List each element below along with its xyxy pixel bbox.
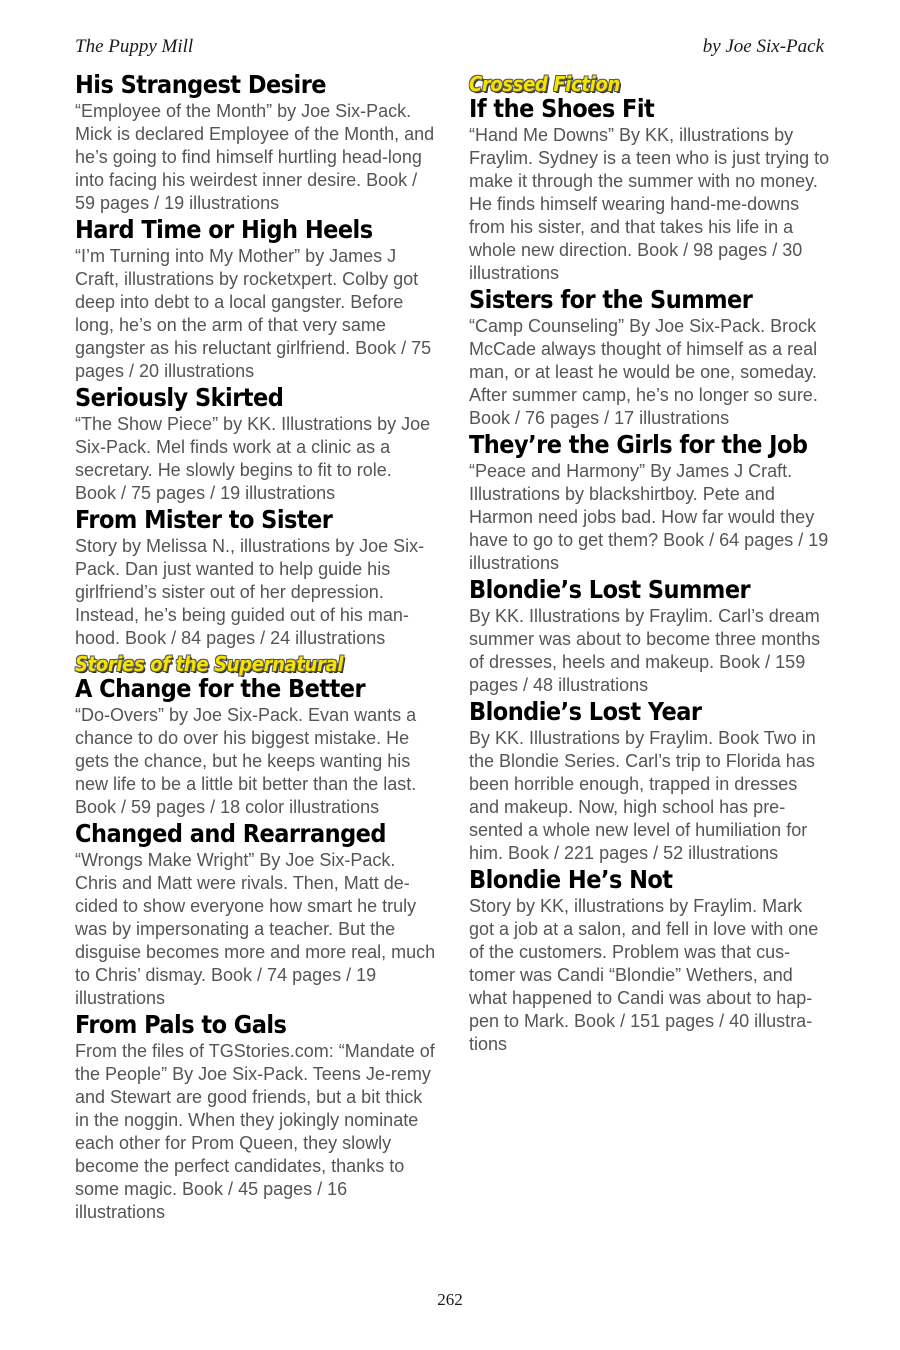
book-description: “Employee of the Month” by Joe Six-Pack. Mick is declared Employee of the Month, and he’s going to find himself hurtling head-long into facing his weirdest inner desire. Book / 59 pages / 19 illustrations bbox=[75, 101, 435, 213]
book-entry bbox=[75, 383, 437, 505]
book-entry bbox=[469, 430, 831, 575]
book-title: Blondie He’s Not bbox=[469, 865, 673, 894]
running-header-title: The Puppy Mill bbox=[75, 36, 194, 57]
book-description: By KK. Illustrations by Fraylim. Carl’s dream summer was about to become three months of dresses, heels and makeup. Book / 159 pages / 48 illustrations bbox=[469, 606, 821, 695]
book-entry bbox=[469, 575, 831, 697]
book-description: By KK. Illustrations by Fraylim. Book Two in the Blondie Series. Carl’s trip to Florida has been horrible enough, trapped in dresses and makeup. Now, high school has pre-sented a whole new level of humiliation for him. Book / 221 pages / 52 illustrations bbox=[469, 728, 816, 863]
book-entry bbox=[75, 819, 437, 1010]
book-entry bbox=[469, 285, 831, 430]
section-label: Crossed Fiction bbox=[469, 72, 620, 96]
book-description: Story by KK, illustrations by Fraylim. Mark got a job at a salon, and fell in love with one of the customers. Problem was that cus-tomer was Candi “Blondie” Wethers, and what happened to Candi was about to hap-pen to Mark. Book / 151 pages / 40 illustra-tions bbox=[469, 896, 819, 1054]
book-entry bbox=[75, 1010, 437, 1224]
book-entry bbox=[75, 70, 437, 215]
left-column bbox=[75, 70, 437, 1224]
book-entry bbox=[469, 865, 831, 1056]
book-title: From Mister to Sister bbox=[75, 505, 333, 534]
book-title: They’re the Girls for the Job bbox=[469, 430, 808, 459]
book-entry bbox=[469, 697, 831, 865]
running-header-author: by Joe Six-Pack bbox=[702, 36, 824, 57]
book-title: Sisters for the Summer bbox=[469, 285, 753, 314]
book-description: From the files of TGStories.com: “Mandate of the People” By Joe Six-Pack. Teens Je-remy and Stewart are good friends, but a bit thick in the noggin. When they jokingly nominate each other for Prom Queen, they slowly become the perfect candidates, thanks to some magic. Book / 45 pages / 16 illustrations bbox=[75, 1041, 435, 1222]
book-title: From Pals to Gals bbox=[75, 1010, 287, 1039]
book-description: “The Show Piece” by KK. Illustrations by Joe Six-Pack. Mel finds work at a clinic as a secretary. He slowly begins to fit to role. Book / 75 pages / 19 illustrations bbox=[75, 414, 431, 503]
section-label: Stories of the Supernatural bbox=[75, 652, 344, 676]
book-title: His Strangest Desire bbox=[75, 70, 326, 99]
book-description: “Camp Counseling” By Joe Six-Pack. Brock McCade always thought of himself as a real man, or at least he would be one, someday. After summer camp, he’s no longer so sure. Book / 76 pages / 17 illustrations bbox=[469, 316, 818, 428]
book-title: Hard Time or High Heels bbox=[75, 215, 373, 244]
book-entry bbox=[75, 505, 437, 650]
page-number: 262 bbox=[437, 1290, 463, 1309]
book-description: Story by Melissa N., illustrations by Joe Six-Pack. Dan just wanted to help guide his girlfriend’s sister out of her depression. Instead, he’s being guided out of his man-hood. Book / 84 pages / 24 illustrations bbox=[75, 536, 425, 648]
book-description: “I’m Turning into My Mother” by James J Craft, illustrations by rocketxpert. Colby got deep into debt to a local gangster. Before long, he’s on the arm of that very same gangster as his reluctant girlfriend. Book / 75 pages / 20 illustrations bbox=[75, 246, 432, 381]
book-description: “Wrongs Make Wright” By Joe Six-Pack. Chris and Matt were rivals. Then, Matt de-cided to show everyone how smart he truly was by impersonating a teacher. But the disguise becomes more and more real, much to Chris’ dismay. Book / 74 pages / 19 illustrations bbox=[75, 850, 436, 1008]
book-entry bbox=[469, 94, 831, 285]
book-title: Seriously Skirted bbox=[75, 383, 284, 412]
book-title: Blondie’s Lost Summer bbox=[469, 575, 751, 604]
book-description: “Peace and Harmony” By James J Craft. Illustrations by blackshirtboy. Pete and Harmon need jobs bad. How far would they have to go to get them? Book / 64 pages / 19 illustrations bbox=[469, 461, 829, 573]
book-title: If the Shoes Fit bbox=[469, 94, 655, 123]
book-entry bbox=[75, 215, 437, 383]
book-description: “Hand Me Downs” By KK, illustrations by Fraylim. Sydney is a teen who is just trying to make it through the summer with no money. He finds himself wearing hand-me-downs from his sister, and that takes his life in a whole new direction. Book / 98 pages / 30 illustrations bbox=[469, 125, 830, 283]
right-column bbox=[469, 70, 831, 1056]
book-title: Blondie’s Lost Year bbox=[469, 697, 702, 726]
book-entry bbox=[75, 674, 437, 819]
book-title: Changed and Rearranged bbox=[75, 819, 386, 848]
book-description: “Do-Overs” by Joe Six-Pack. Evan wants a chance to do over his biggest mistake. He gets the chance, but he keeps wanting his new life to be a little bit better than the last. Book / 59 pages / 18 color illustrations bbox=[75, 705, 417, 817]
book-title: A Change for the Better bbox=[75, 674, 366, 703]
